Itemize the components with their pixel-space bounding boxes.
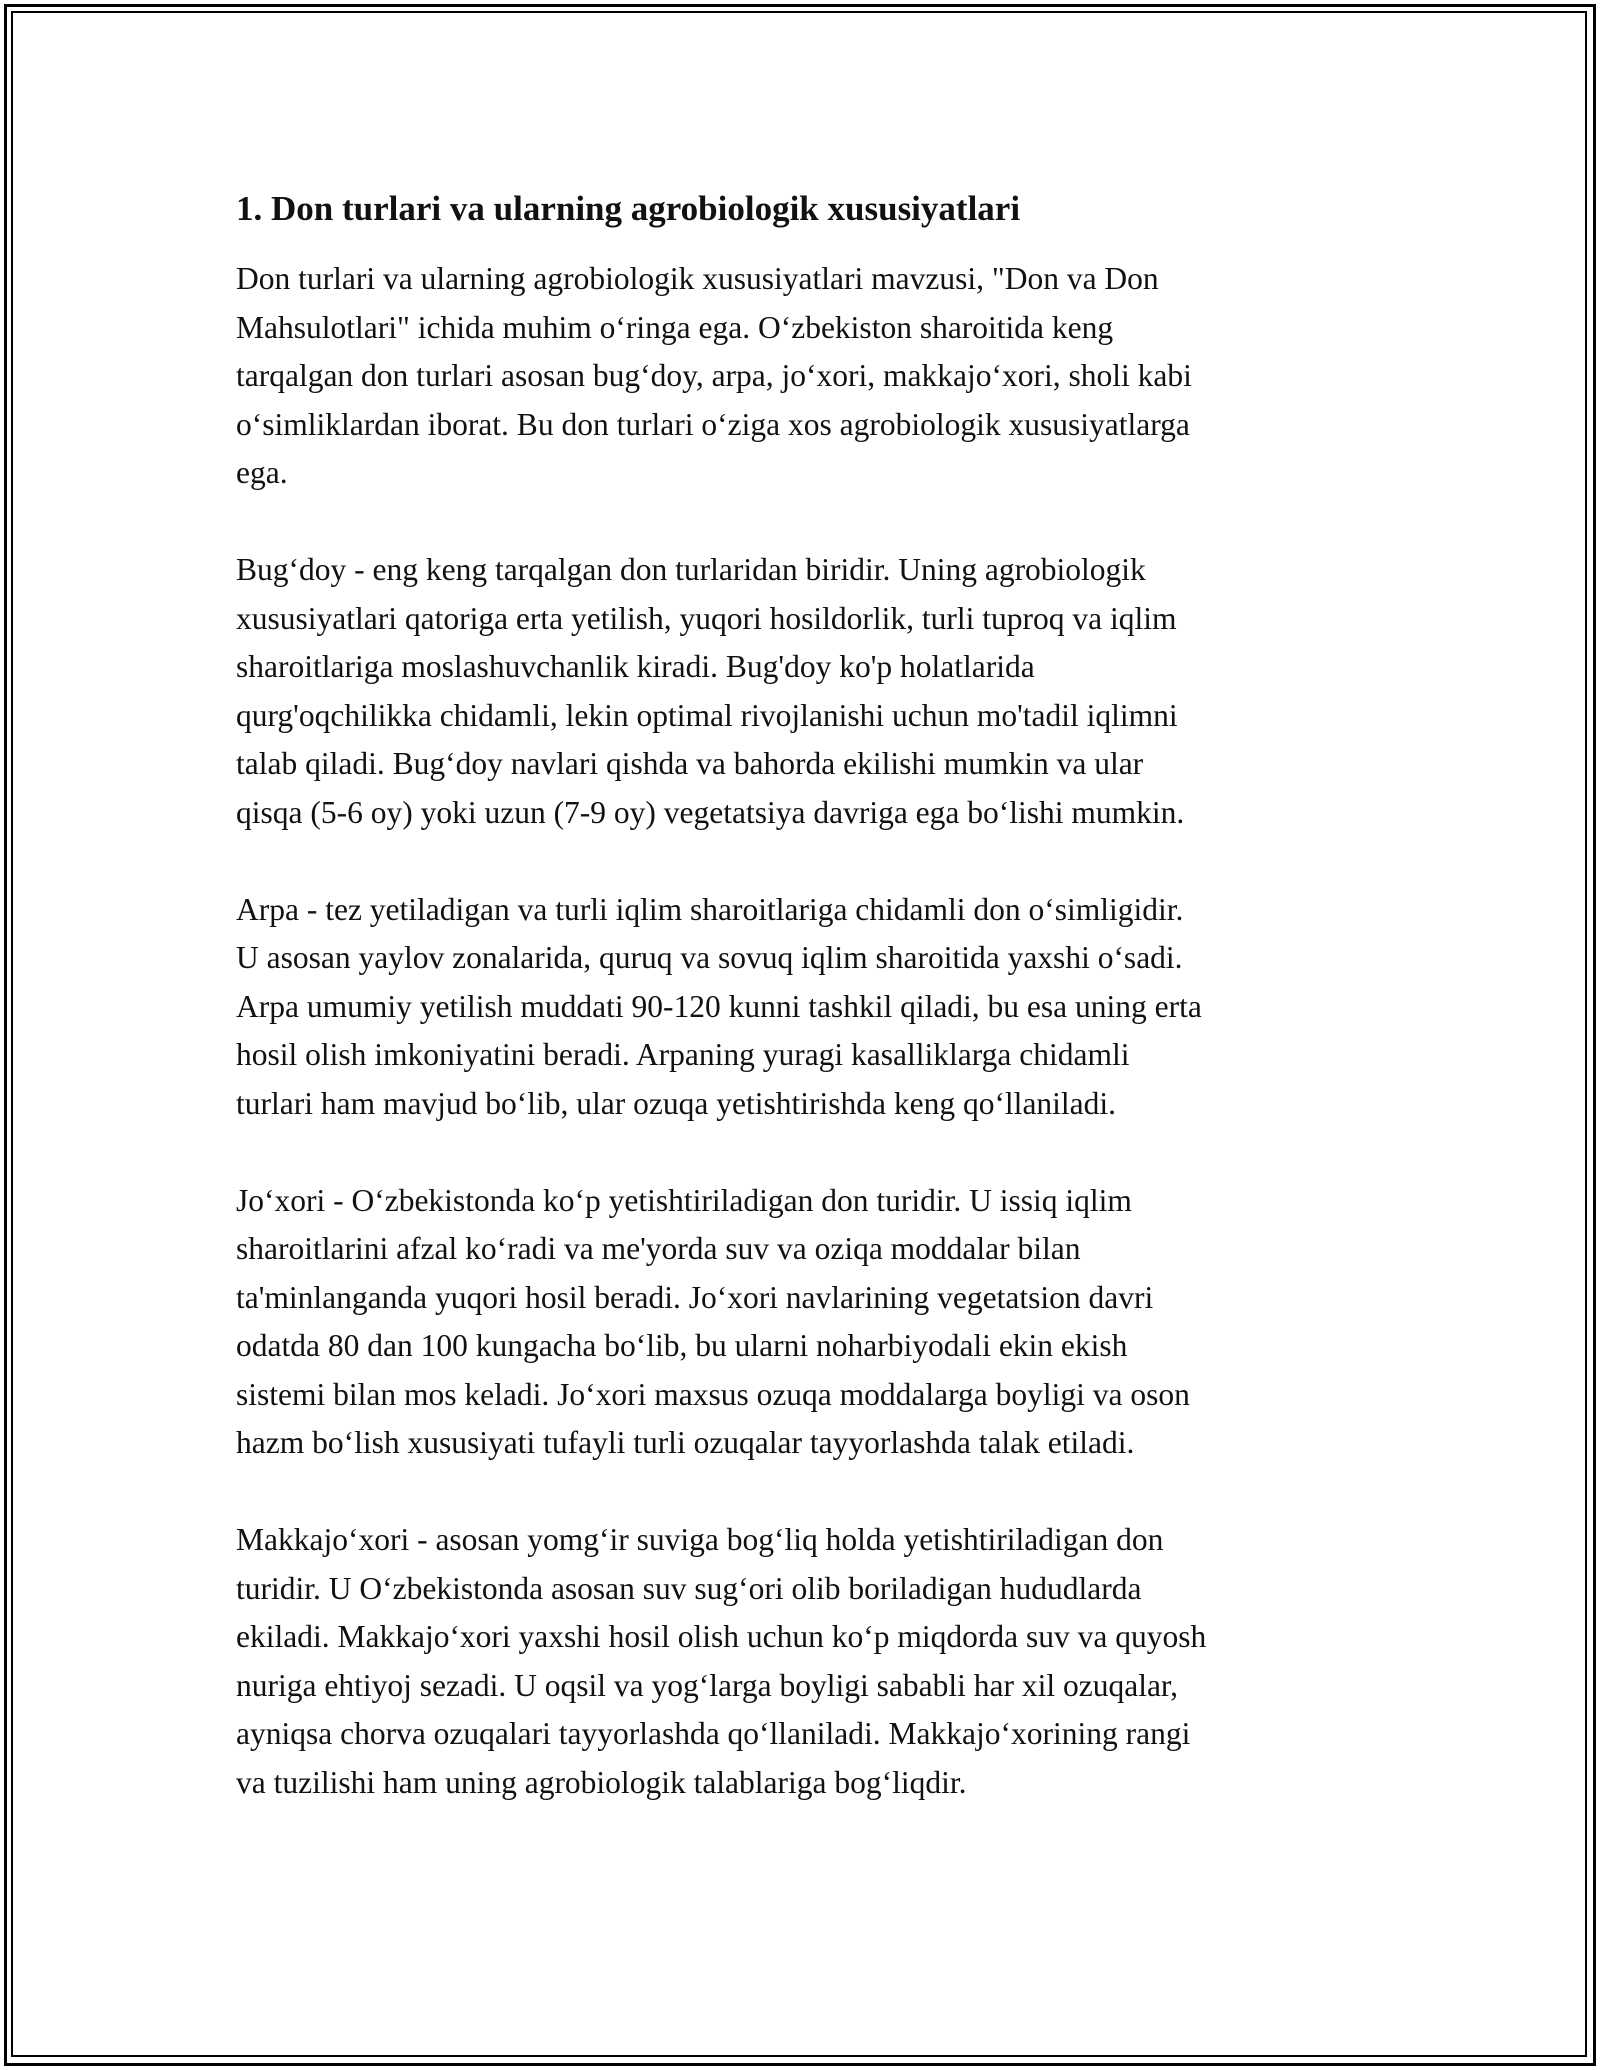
text-line: U asosan yaylov zonalarida, quruq va sovuq iqlim sharoitida yaxshi o‘sadi.	[236, 940, 1183, 975]
text-line: Mahsulotlari" ichida muhim o‘ringa ega. O‘zbekiston sharoitida keng	[236, 309, 1114, 345]
text-line: Don turlari va ularning agrobiologik xususiyatlari mavzusi, "Don va Don	[236, 261, 1159, 296]
text-line: turidir. U O‘zbekistonda asosan suv sug‘ori olib boriladigan hududlarda	[236, 1570, 1142, 1606]
text-line: hazm bo‘lish xususiyati tufayli turli ozuqalar tayyorlashda talak etiladi.	[236, 1425, 1135, 1460]
text-line: hosil olish imkoniyatini beradi. Arpaning yuragi kasalliklarga chidamli	[236, 1037, 1130, 1072]
paragraph-joxori	[236, 1177, 1376, 1468]
text-line: o‘simliklardan iborat. Bu don turlari o‘ziga xos agrobiologik xususiyatlarga	[236, 406, 1190, 442]
text-line: xususiyatlari qatoriga erta yetilish, yuqori hosildorlik, turli tuproq va iqlim	[236, 600, 1177, 636]
text-line: Arpa - tez yetiladigan va turli iqlim sharoitlariga chidamli don o‘simligidir.	[236, 891, 1184, 927]
text-line: turlari ham mavjud bo‘lib, ular ozuqa yetishtirishda keng qo‘llaniladi.	[236, 1085, 1117, 1121]
text-line: sistemi bilan mos keladi. Jo‘xori maxsus ozuqa moddalarga boyligi va oson	[236, 1376, 1190, 1412]
text-line: Makkajo‘xori - asosan yomg‘ir suviga bog‘liq holda yetishtiriladigan don	[236, 1522, 1164, 1557]
paragraph-bugdoy	[236, 546, 1376, 837]
text-line: odatda 80 dan 100 kungacha bo‘lib, bu ularni noharbiyodali ekin ekish	[236, 1328, 1128, 1363]
text-line: Jo‘xori - O‘zbekistonda ko‘p yetishtiriladigan don turidir. U issiq iqlim	[236, 1182, 1132, 1218]
text-line: sharoitlarini afzal ko‘radi va me'yorda suv va oziqa moddalar bilan	[236, 1231, 1081, 1266]
text-line: ekiladi. Makkajo‘xori yaxshi hosil olish uchun ko‘p miqdorda suv va quyosh	[236, 1619, 1207, 1654]
paragraph-intro	[236, 255, 1376, 498]
paragraph-makkajoxori	[236, 1516, 1376, 1807]
section-heading: 1. Don turlari va ularning agrobiologik xususiyatlari	[236, 189, 1021, 228]
text-line: ega.	[236, 455, 288, 490]
text-line: tarqalgan don turlari asosan bug‘doy, arpa, jo‘xori, makkajo‘xori, sholi kabi	[236, 358, 1192, 393]
text-line: qurg'oqchilikka chidamli, lekin optimal rivojlanishi uchun mo'tadil iqlimni	[236, 697, 1178, 733]
text-line: ayniqsa chorva ozuqalari tayyorlashda qo‘llaniladi. Makkajo‘xorining rangi	[236, 1716, 1191, 1751]
text-line: talab qiladi. Bug‘doy navlari qishda va bahorda ekilishi mumkin va ular	[236, 746, 1144, 781]
text-line: nuriga ehtiyoj sezadi. U oqsil va yog‘larga boyligi sababli har xil ozuqalar,	[236, 1667, 1179, 1703]
document-body	[236, 185, 1376, 1856]
paragraph-arpa	[236, 886, 1376, 1129]
text-line: va tuzilishi ham uning agrobiologik talablariga bog‘liqdir.	[236, 1764, 967, 1800]
text-line: Bug‘doy - eng keng tarqalgan don turlaridan biridir. Uning agrobiologik	[236, 552, 1146, 587]
text-line: sharoitlariga moslashuvchanlik kiradi. Bug'doy ko'p holatlarida	[236, 649, 1035, 684]
text-line: qisqa (5-6 oy) yoki uzun (7-9 oy) vegetatsiya davriga ega bo‘lishi mumkin.	[236, 794, 1185, 830]
text-line: ta'minlanganda yuqori hosil beradi. Jo‘xori navlarining vegetatsion davri	[236, 1279, 1154, 1315]
text-line: Arpa umumiy yetilish muddati 90-120 kunni tashkil qiladi, bu esa uning erta	[236, 988, 1202, 1024]
